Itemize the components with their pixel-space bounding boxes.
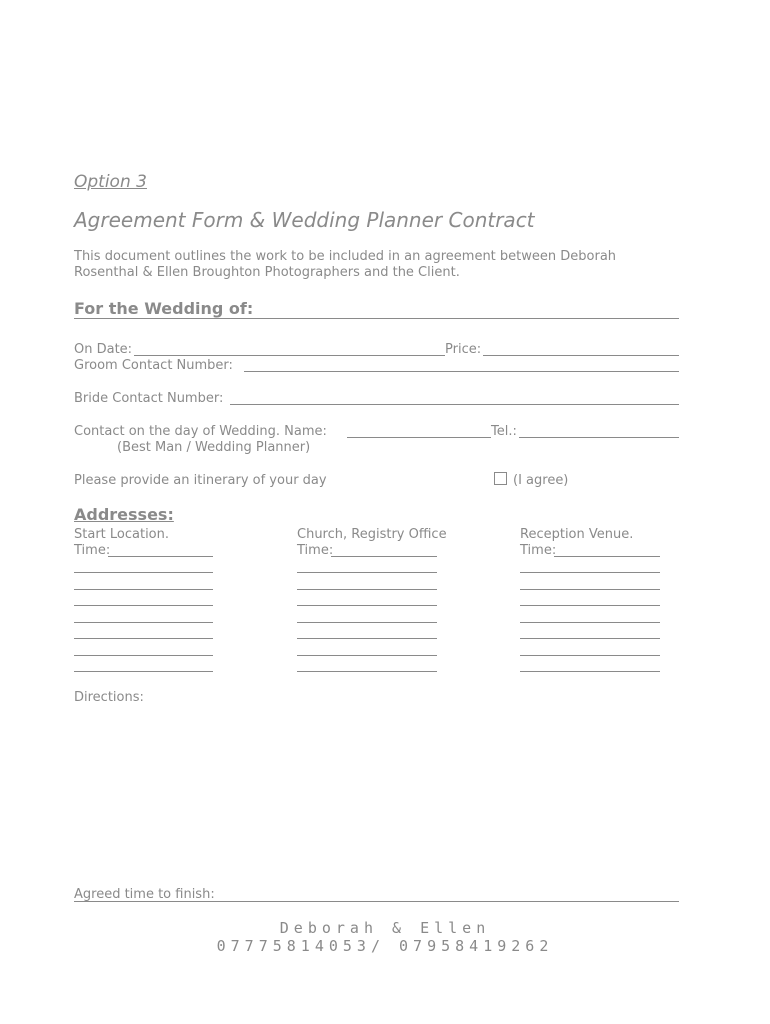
agreed-time-label: Agreed time to finish:: [74, 887, 215, 902]
church-address-line[interactable]: [297, 671, 437, 672]
church-address-line[interactable]: [297, 638, 437, 639]
groom-contact-line[interactable]: [244, 371, 679, 372]
bride-contact-label: Bride Contact Number:: [74, 391, 224, 406]
start-address-line[interactable]: [74, 638, 213, 639]
agree-label: (I agree): [513, 473, 569, 488]
start-address-line[interactable]: [74, 671, 213, 672]
tel-label: Tel.:: [491, 424, 517, 439]
addresses-heading: Addresses:: [74, 505, 174, 524]
reception-address-line[interactable]: [520, 638, 660, 639]
contact-day-name-line[interactable]: [347, 437, 491, 438]
footer-phones: 07775814053/ 07958419262: [216, 937, 554, 955]
groom-contact-label: Groom Contact Number:: [74, 358, 233, 373]
start-time-line[interactable]: [108, 556, 213, 557]
page-title: Agreement Form & Wedding Planner Contract: [74, 208, 535, 232]
agree-checkbox[interactable]: [494, 472, 507, 485]
wedding-of-heading: For the Wedding of:: [74, 299, 254, 318]
reception-address-line[interactable]: [520, 605, 660, 606]
start-address-line[interactable]: [74, 605, 213, 606]
option-label: Option 3: [74, 172, 147, 192]
reception-address-line[interactable]: [520, 655, 660, 656]
church-address-line[interactable]: [297, 622, 437, 623]
itinerary-label: Please provide an itinerary of your day: [74, 473, 327, 488]
church-time-line[interactable]: [331, 556, 437, 557]
church-address-line[interactable]: [297, 572, 437, 573]
start-address-line[interactable]: [74, 655, 213, 656]
on-date-line[interactable]: [134, 355, 445, 356]
reception-address-line[interactable]: [520, 622, 660, 623]
intro-line-2: Rosenthal & Ellen Broughton Photographers and the Client.: [74, 265, 460, 280]
start-time-label: Time:: [74, 543, 111, 558]
tel-line[interactable]: [519, 437, 679, 438]
church-address-line[interactable]: [297, 605, 437, 606]
wedding-of-line[interactable]: [74, 318, 679, 319]
agreed-time-line[interactable]: [74, 901, 679, 902]
start-address-line[interactable]: [74, 572, 213, 573]
bride-contact-line[interactable]: [230, 404, 679, 405]
church-label: Church, Registry Office: [297, 527, 447, 542]
church-time-label: Time:: [297, 543, 334, 558]
reception-time-label: Time:: [520, 543, 557, 558]
footer-names: Deborah & Ellen: [279, 919, 491, 937]
start-address-line[interactable]: [74, 589, 213, 590]
reception-address-line[interactable]: [520, 572, 660, 573]
contact-day-label: Contact on the day of Wedding. Name:: [74, 424, 327, 439]
price-label: Price:: [445, 342, 482, 357]
reception-address-line[interactable]: [520, 589, 660, 590]
reception-time-line[interactable]: [554, 556, 660, 557]
church-address-line[interactable]: [297, 655, 437, 656]
church-address-line[interactable]: [297, 589, 437, 590]
start-address-line[interactable]: [74, 622, 213, 623]
on-date-label: On Date:: [74, 342, 133, 357]
start-location-label: Start Location.: [74, 527, 170, 542]
contact-note: (Best Man / Wedding Planner): [117, 440, 311, 455]
reception-address-line[interactable]: [520, 671, 660, 672]
directions-label: Directions:: [74, 690, 144, 705]
price-line[interactable]: [483, 355, 679, 356]
reception-label: Reception Venue.: [520, 527, 634, 542]
intro-line-1: This document outlines the work to be included in an agreement between Deborah: [74, 249, 617, 264]
intro-text: [74, 249, 616, 281]
